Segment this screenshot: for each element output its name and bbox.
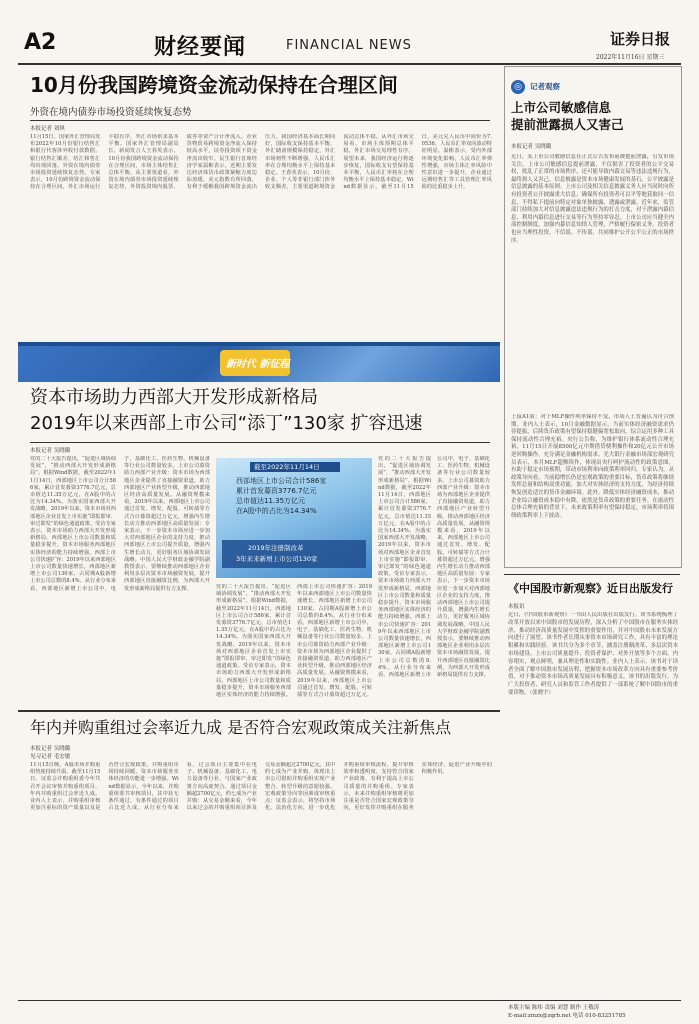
sidebar-top-headline-1: 上市公司敏感信息 <box>511 100 612 115</box>
sidebar-top-byline: 本报记者 吴晓璐 <box>511 144 552 150</box>
article1-subhead: 外资在境内债券市场投资延续恢复态势 <box>30 107 192 118</box>
article1-byline: 本报记者 刘琪 <box>30 126 65 132</box>
sidebar-top-body: 近日，某上市公司敏感信息在正式公告发布前被提前泄露，引发市场关注。上市公司敏感信息提前泄露，不仅损害了投资者的公平交易权，扰乱了正常的市场秩序，还可能导致内幕交易等违法违规行为，最终损人又害己。信息披露是资本市场健康发展的基石，公平披露是信息披露的基本原则。上市公司及相关信息披露义务人应当同时向所有投资者公开披露重大信息，确保所有投资者可以平等地获取同一信息，不得私下提前向特定对象单独披露、透露或泄露。近年来，监管部门持续加大对信息披露违法违规行为的打击力度，对于泄露内幕信息、利用内幕信息进行交易等行为坚持零容忍。上市公司应当健全内部控制制度，加强内幕信息知情人管理，严格履行保密义务。投资者也应当理性投资，不信谣、不传谣，共同维护公开公平公正的市场秩序。 <box>511 154 674 244</box>
section-title: 财经要闻 <box>154 35 247 60</box>
article3-body: 11月15日晚，A股市场并购重组热度持续升温。截至11月15日，证监会并购重组委今年共召开会议审核并购重组项目，年内并购重组过会率近九成。业内人士表示，并购重组审核更加注重标的资产质量以及是否符合宏观政策，并购重组市场持续回暖，资本市场服务实体经济的功能进一步增强。Wind数据显示，今年以来，并购重组委共审核项目，其中获无条件通过、有条件通过的项目占比近九成。从行业分布来看，过会项目主要集中在电子、机械设备、基础化工、电力设备等行业，与国家产业政策方向高度契合。通过项目金额超2700亿元，约七成为产业并购：从交易金额来看，今年以来过会的并购重组项目涉及交易金额超过2700亿元，其中约七成为产业并购，体现出上市公司借助并购重组实现产业整合、转型升级的意愿较强。宏观政策导向等因素成审核重点：证监会表示，将坚持市场化、法治化方向，进一步优化并购重组审核流程，提升审核效率和透明度，支持符合国家产业政策、有利于提高上市公司质量的并购重组。专家表示，未来并购重组审核将更加注重是否符合国家宏观政策导向，更好发挥并购重组在服务实体经济、促进产业升级中的积极作用。 <box>30 762 492 812</box>
article1-rule <box>30 120 490 121</box>
article3-headline: 年内并购重组过会率近九成 是否符合宏观政策成关注新焦点 <box>30 718 452 737</box>
banner-rule <box>30 442 490 443</box>
observer-icon: ◎ <box>511 80 525 94</box>
sidebar-mid-body: 上接A1版：对于MLF操作利率保持不变，市场人士普遍认为符合预期。业内人士表示，10月金融数据显示，当前实体经济融资需求仍待提振，后续货币政策有望保持稳健偏宽松取向，综合运用多种工具保持流动性合理充裕。央行公告称，为维护银行体系流动性合理充裕，11月15日开展8500亿元中期借贷便利操作和20亿元公开市场逆回购操作，充分满足金融机构需求。光大银行金融市场部宏观研究员表示，本月MLF超额续作，体现出央行呵护流动性的政策意图，有助于稳定市场预期，带动市场利率向政策利率回归。专家认为，从政策导向看，当前稳增长仍是宏观政策的重要目标，货币政策将继续发挥总量和结构双重功能，加大对实体经济的支持力度，为经济持续恢复创造适宜的货币金融环境。此外，降低实体经济融资成本，推动企业综合融资成本稳中有降，依然是货币政策的重要任务。在流动性总体合理充裕的背景下，未来政策利率有望保持稳定，市场利率将围绕政策利率上下波动。 <box>511 414 674 519</box>
banner-byline: 本报记者 吴晓璐 <box>30 448 71 454</box>
infographic-line-6: 3年来来新增上市公司130家 <box>236 555 318 563</box>
banner-headline-2: 2019年以来西部上市公司“添丁”130家 扩容迅速 <box>30 413 423 434</box>
footer-rule <box>18 1000 681 1001</box>
infographic-line-4: 在A股中的占比为14.34% <box>236 507 317 515</box>
article3-byline: 本报记者 吴晓璐 <box>30 746 71 752</box>
page-number: A2 <box>24 30 57 55</box>
infographic-line-1: 西部地区上市公司合计586家 <box>236 477 327 485</box>
infographic-line-2: 累计首发募资3776.7亿元 <box>236 487 317 495</box>
article3-byline-2: 见习记者 毛宏敏 <box>30 754 71 760</box>
masthead-rule <box>18 63 681 65</box>
footer-editors: 本版主编 陈炜 责编 刘慧 制作 王敬涛 <box>508 1005 600 1011</box>
infographic-date: 截至2022年11月14日 <box>254 463 320 471</box>
banner-label: 新时代 新征程 <box>226 359 290 370</box>
infographic-line-3: 总市值达11.35万亿元 <box>236 497 306 505</box>
newspaper-name: 证券日报 <box>610 30 671 48</box>
banner-body-middle: 党的二十大报告提出，“促进区域协调发展”，“推动西部大开发形成新格局”。根据Wind数据，截至2022年11月14日，西部地区上市公司合计586家，累计首发募资3776.7亿元，总市值达11.35万亿元，在A股中的占比为14.34%。为落实国家西部大开发战略，2019年以来，资本市场对西部地区企业首发上市实施“即报即审、审过即发”的绿色通道政策。受访专家表示，资本市场助力西部大开发形成新格局，西部地区上市公司数量和质量稳步提升，资本市场服务西部地区实体经济的能力持续增强。西部上市公司快速扩容：2019年以来西部地区上市公司数量快速增长，西部地区新增上市公司130家，占同期A股新增上市公司总数的8.4%。从行业分布来看，西部地区新增上市公司中，电子、基础化工、医药生物、机械设备等行业公司数量较多。上市公司募资助力西部产业升级：资本市场为西部地区企业提供了直接融资渠道，助力西部地区产业转型升级，推动西部地区经济高质量发展。从融资规模来看，2019年以来，西部地区上市公司通过首发、增发、配股、可转债等方式合计募资超过万亿元。 <box>216 584 372 699</box>
article1-headline: 10月份我国跨境资金流动保持在合理区间 <box>30 73 398 97</box>
sidebar-bottom-rule <box>504 574 680 575</box>
sidebar-bottom-body: 近日，《中国股市新观察》一书由人民出版社出版发行。该书系统梳理了改革开放以来中国股市的发展历程，深入分析了中国股市在服务实体经济、推动经济高质量发展中发挥的重要作用，并对中国股市未来发展方向进行了展望。该书作者长期从事资本市场研究工作，具有丰富的理论积累和实践经验。该书共分为多个章节，涵盖注册制改革、多层次资本市场建设、上市公司质量提升、投资者保护、对外开放等多个方面，内容翔实，观点鲜明，兼具理论性和实践性。业内人士表示，该书对于读者全面了解中国股市发展历程、把握资本市场改革方向具有重要参考价值，对于推动资本市场高质量发展具有积极意义。该书的出版发行，为广大投资者、研究人员和监管工作者提供了一部系统了解中国股市的重要读物。（张晓宇） <box>508 612 678 696</box>
sidebar-top-tag: 记者观察 <box>530 82 560 91</box>
sidebar-bottom-headline: 《中国股市新观察》近日出版发行 <box>508 582 673 595</box>
banner-body-right: 党的二十大报告提出，“促进区域协调发展”，“推动西部大开发形成新格局”。根据Wind数据，截至2022年11月14日，西部地区上市公司合计586家，累计首发募资3776.7亿元，总市值达11.35万亿元，在A股中的占比为14.34%。为落实国家西部大开发战略，2019年以来，资本市场对西部地区企业首发上市实施“即报即审、审过即发”的绿色通道政策。受访专家表示，资本市场助力西部大开发形成新格局，西部地区上市公司数量和质量稳步提升，资本市场服务西部地区实体经济的能力持续增强。西部上市公司快速扩容：2019年以来西部地区上市公司数量快速增长，西部地区新增上市公司130家，占同期A股新增上市公司总数的8.4%。从行业分布来看，西部地区新增上市公司中，电子、基础化工、医药生物、机械设备等行业公司数量较多。上市公司募资助力西部产业升级：资本市场为西部地区企业提供了直接融资渠道，助力西部地区产业转型升级，推动西部地区经济高质量发展。从融资规模来看，2019年以来，西部地区上市公司通过首发、增发、配股、可转债等方式合计募资超过万亿元。增强内生增长动力推动西部地区高质量发展：专家表示，下一步资本市场应进一步加大对西部地区企业的支持力度，推动西部地区上市公司提升质量，增强内生增长动力，更好服务区域协调发展战略。中国人民大学财政金融学院副教授表示，要继续推动西部地区企业利用多层次资本市场融资发展，提升西部地区直接融资比例，为西部大开发形成新格局提供有力支撑。 <box>378 456 490 679</box>
masthead <box>0 0 699 62</box>
issue-date: 2022年11月16日 星期三 <box>596 54 665 61</box>
article3-rule <box>18 710 500 712</box>
section-title-english: FINANCIAL NEWS <box>286 38 412 53</box>
infographic-line-5: 2019年注册制改革 <box>248 544 304 552</box>
article1-body: 11月15日，国家外汇管理局发布2022年10月份银行结售汇和银行代客涉外收付款数据。银行结售汇顺差，结汇和售汇均出现回落。外资在境内债券市场投资延续恢复态势。专家表示，10月份跨境资金流动保持在合理区间，外汇市场运行平稳有序，外汇市场供求基本平衡。国家外汇管理局副局长、新闻发言人王春英表示，10月份我国跨境资金流动保持在合理区间，市场主体结售汇总体平衡。从主要渠道看，外资在境内债券市场投资延续恢复态势，外资投资境内股票、债券等资产合计净流入。企业货物贸易跨境资金净流入保持较高水平，证券投资项下资金净流出收窄。民生银行首席经济学家温彬表示，近期主要发达经济体货币政策紧缩力度边际放缓，美元指数有所回落，有利于缓解我国跨境资金流出压力。我国经济基本面长期向好，国际收支保持基本平衡，外汇储备规模保持稳定，外汇市场韧性不断增强，人民币汇率在合理均衡水平上保持基本稳定。王春英表示，10月份，企业、个人等非银行部门涉外收支顺差，主要渠道跨境资金流动总体平稳。从外汇市场交易看，市场主体预期总体平稳，外汇市场交易理性有序。展望未来，我国经济运行将逐步恢复，国际收支有望保持基本平衡，人民币汇率将在合理均衡水平上保持基本稳定。Wind数据显示，截至11月15日，美元兑人民币中间价为7.0536，人民币汇率双向波动特征明显。温彬表示，受内外部环境变化影响，人民币汇率弹性增强，市场主体汇率风险中性意识进一步提升，企业通过远期结售汇等工具管理汇率风险的比重稳步上升。 <box>30 134 492 191</box>
sidebar-bottom-byline: 本报讯 <box>508 604 525 610</box>
footer-contact: E-mail:zmzx@zqrb.net 电话 010-83251785 <box>508 1013 626 1019</box>
banner-headline-1: 资本市场助力西部大开发形成新格局 <box>30 387 318 408</box>
banner-body-left: 党的二十大报告提出，“促进区域协调发展”，“推动西部大开发形成新格局”。根据Wind数据，截至2022年11月14日，西部地区上市公司合计586家，累计首发募资3776.7亿元，总市值达11.35万亿元，在A股中的占比为14.34%。为落实国家西部大开发战略，2019年以来，资本市场对西部地区企业首发上市实施“即报即审、审过即发”的绿色通道政策。受访专家表示，资本市场助力西部大开发形成新格局，西部地区上市公司数量和质量稳步提升，资本市场服务西部地区实体经济的能力持续增强。西部上市公司快速扩容：2019年以来西部地区上市公司数量快速增长，西部地区新增上市公司130家，占同期A股新增上市公司总数的8.4%。从行业分布来看，西部地区新增上市公司中，电子、基础化工、医药生物、机械设备等行业公司数量较多。上市公司募资助力西部产业升级：资本市场为西部地区企业提供了直接融资渠道，助力西部地区产业转型升级，推动西部地区经济高质量发展。从融资规模来看，2019年以来，西部地区上市公司通过首发、增发、配股、可转债等方式合计募资超过万亿元。增强内生增长动力推动西部地区高质量发展：专家表示，下一步资本市场应进一步加大对西部地区企业的支持力度，推动西部地区上市公司提升质量，增强内生增长动力，更好服务区域协调发展战略。中国人民大学财政金融学院副教授表示，要继续推动西部地区企业利用多层次资本市场融资发展，提升西部地区直接融资比例，为西部大开发形成新格局提供有力支撑。 <box>30 456 210 592</box>
sidebar-top-headline-2: 提前泄露损人又害己 <box>511 117 624 132</box>
